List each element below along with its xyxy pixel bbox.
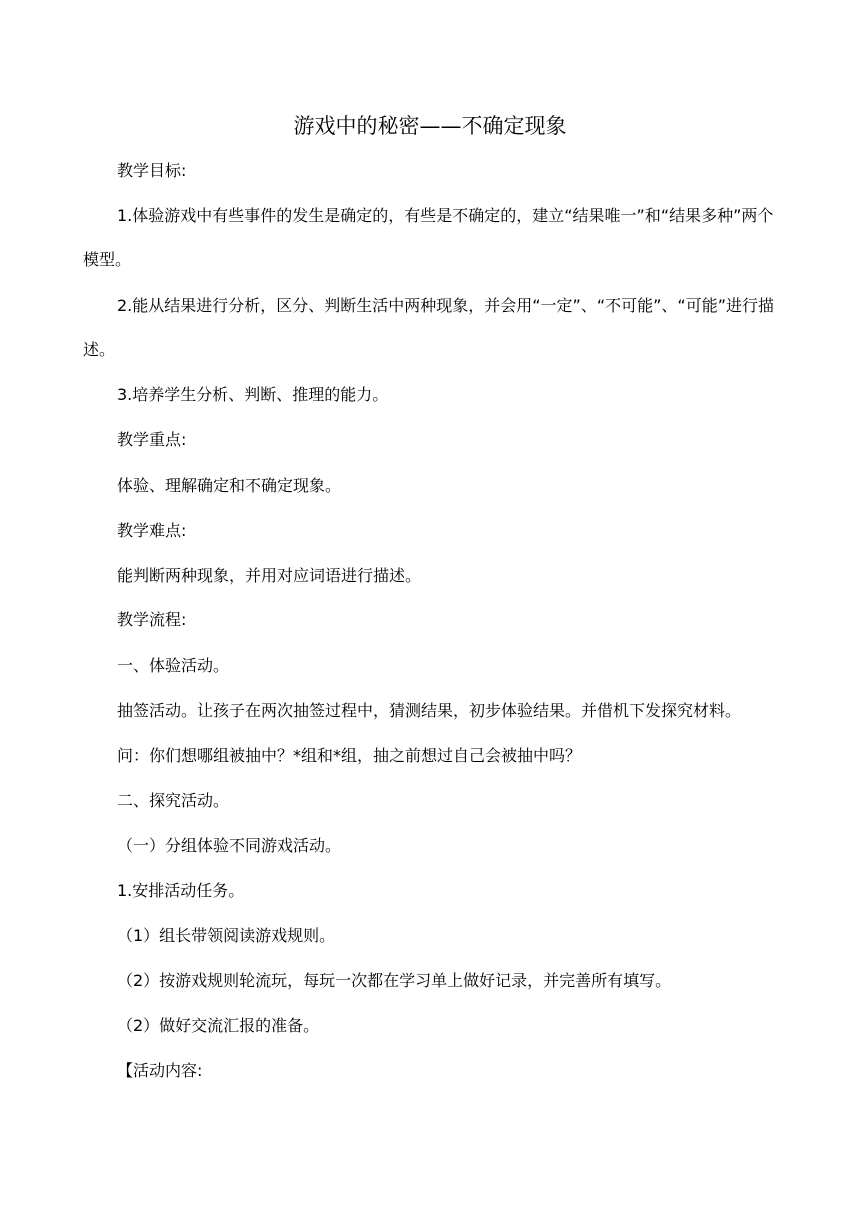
key-points-heading: 教学重点: [117,430,187,449]
section-2-heading: 二、探究活动。 [117,791,230,810]
section-1-text: 抽签活动。让孩子在两次抽签过程中，猜测结果，初步体验结果。并借机下发探究材料。 [117,701,742,720]
activity-content-heading: 【活动内容: [117,1061,203,1080]
process-heading: 教学流程: [117,610,187,629]
difficulties-heading: 教学难点: [117,521,187,540]
task-2: （2）按游戏规则轮流玩，每玩一次都在学习单上做好记录，并完善所有填写。 [117,971,672,990]
difficulties: 能判断两种现象，并用对应词语进行描述。 [117,566,422,585]
section-1-question: 问：你们想哪组被抽中？*组和*组，抽之前想过自己会被抽中吗？ [117,746,582,765]
section-2-subheading: （一）分组体验不同游戏活动。 [117,836,342,855]
task-3: （2）做好交流汇报的准备。 [117,1016,320,1035]
task-1: （1）组长带领阅读游戏规则。 [117,926,336,945]
objectives-heading: 教学目标: [117,161,187,180]
objective-2: 2.能从结果进行分析，区分、判断生活中两种现象，并会用“一定”、“不可能”、“可能”进行描述。 [83,296,775,359]
task-heading: 1.安排活动任务。 [117,881,245,900]
objective-1: 1.体验游戏中有些事件的发生是确定的，有些是不确定的，建立“结果唯一”和“结果多种”两个模型。 [83,206,774,269]
document-title: 游戏中的秘密——不确定现象 [293,114,567,138]
section-1-heading: 一、体验活动。 [117,656,230,675]
objective-3: 3.培养学生分析、判断、推理的能力。 [117,385,389,404]
key-points: 体验、理解确定和不确定现象。 [117,476,342,495]
